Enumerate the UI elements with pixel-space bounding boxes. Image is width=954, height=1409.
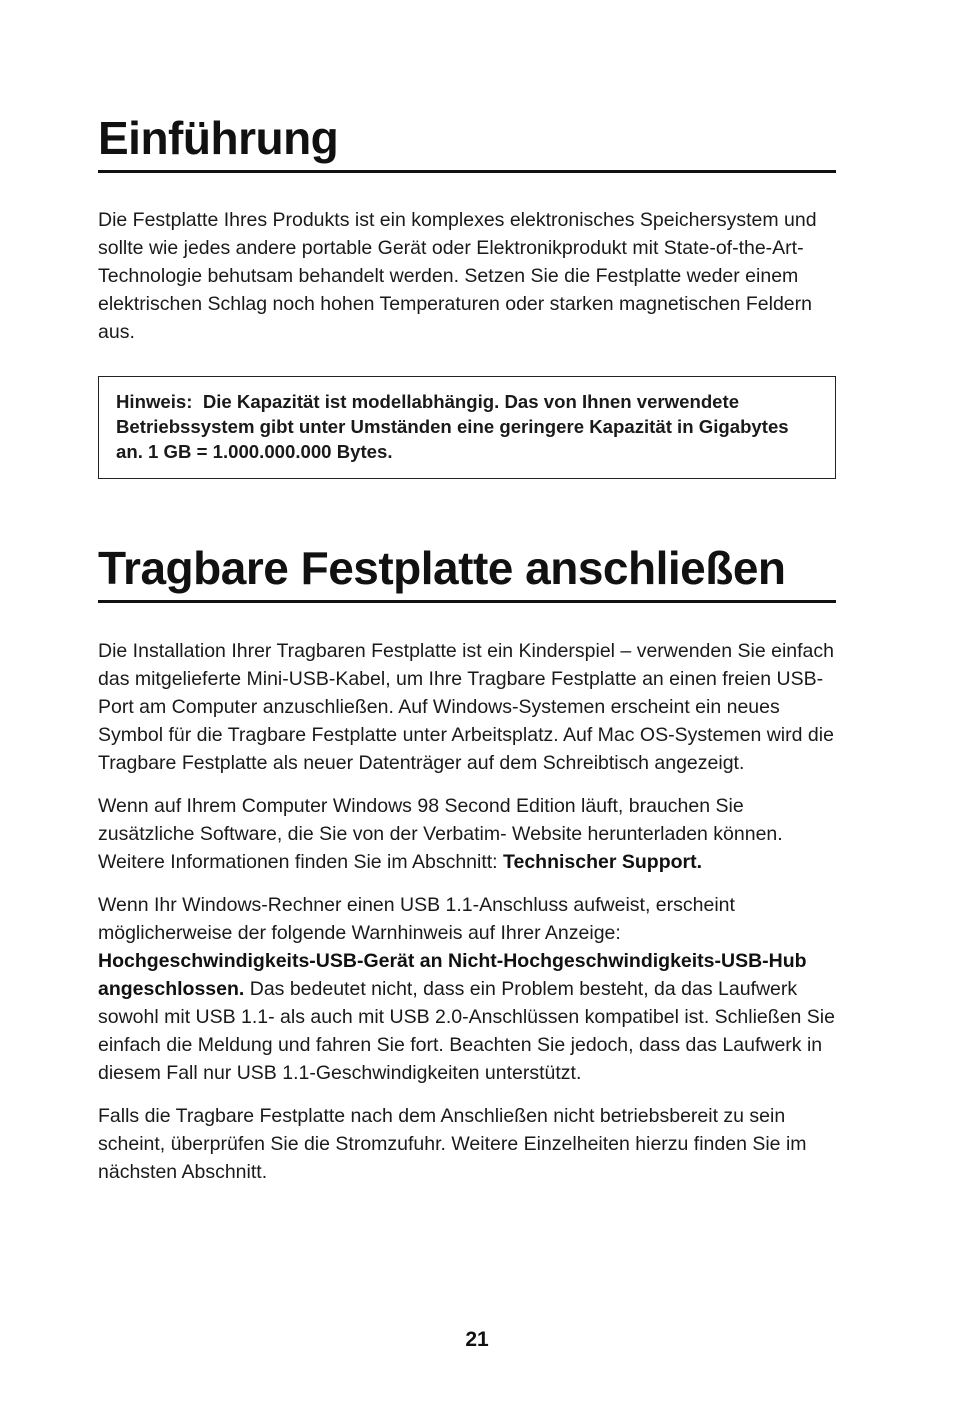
note-text: Die Kapazität ist modellabhängig. Das von Ihnen verwendete Betriebssystem gibt unter Umständen eine geringere Kapazität in Gigabytes an. 1 GB = 1.000.000.000 Bytes.: [116, 391, 789, 462]
note-label: Hinweis:: [116, 391, 193, 412]
heading-connect: Tragbare Festplatte anschließen: [98, 540, 836, 603]
connect-paragraph-3: [98, 891, 843, 1087]
connect-body: [98, 637, 843, 1201]
connect-paragraph-3-text: Wenn Ihr Windows-Rechner einen USB 1.1-Anschluss aufweist, erscheint möglicherweise der folgende Warnhinweis auf Ihrer Anzeige:: [98, 894, 735, 944]
connect-paragraph-3-rest: Das bedeutet nicht, dass ein Problem besteht, da das Laufwerk sowohl mit USB 1.1- als auch mit USB 2.0-Anschlüssen kompatibel ist. Schließen Sie einfach die Meldung und fahren Sie fort. Beachten Sie jedoch, dass das Laufwerk in diesem Fall nur USB 1.1-Geschwindigkeiten unterstützt.: [98, 978, 835, 1084]
connect-paragraph-2: [98, 792, 843, 876]
connect-paragraph-1: Die Installation Ihrer Tragbaren Festplatte ist ein Kinderspiel – verwenden Sie einfach das mitgelieferte Mini-USB-Kabel, um Ihre Tragbare Festplatte an einen freien USB-Port am Computer anzuschließen. Auf Windows-Systemen erscheint ein neues Symbol für die Tragbare Festplatte unter Arbeitsplatz. Auf Mac OS-Systemen wird die Tragbare Festplatte als neuer Datenträger auf dem Schreibtisch angezeigt.: [98, 640, 834, 774]
note-box: [98, 376, 836, 479]
heading-einfuehrung: Einführung: [98, 110, 836, 173]
page-number: 21: [465, 1328, 489, 1351]
warning-message: Hochgeschwindigkeits-USB-Gerät an Nicht-Hochgeschwindigkeits-USB-Hub angeschlossen.: [98, 950, 807, 1000]
technical-support-reference: Technischer Support.: [503, 851, 703, 873]
intro-paragraph: Die Festplatte Ihres Produkts ist ein komplexes elektronisches Speichersystem und sollte wie jedes andere portable Gerät oder Elektronikprodukt mit State-of-the-Art-Technologie behutsam behandelt werden. Setzen Sie die Festplatte weder einem elektrischen Schlag noch hohen Temperaturen oder starken magnetischen Feldern aus.: [98, 209, 817, 343]
connect-paragraph-4: Falls die Tragbare Festplatte nach dem Anschließen nicht betriebsbereit zu sein scheint, überprüfen Sie die Stromzufuhr. Weitere Einzelheiten hierzu finden Sie im nächsten Abschnitt.: [98, 1105, 807, 1183]
connect-paragraph-2-text: Wenn auf Ihrem Computer Windows 98 Second Edition läuft, brauchen Sie zusätzliche Software, die Sie von der Verbatim- Website herunterladen können. Weitere Informationen finden Sie im Abschnitt:: [98, 795, 783, 873]
